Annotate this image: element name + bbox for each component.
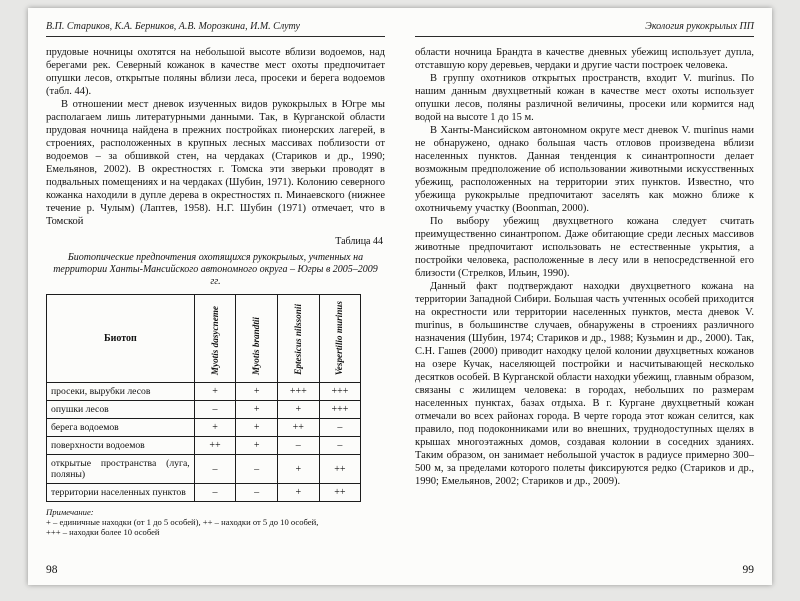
abundance-cell: –: [236, 455, 278, 484]
table-number-label: Таблица 44: [335, 236, 383, 247]
biotope-table-body: [47, 383, 361, 502]
species-column-header: [319, 295, 361, 383]
species-column-header: [277, 295, 319, 383]
page-number-right: 99: [742, 564, 754, 576]
species-name: Myotis brandtii: [251, 317, 262, 375]
paragraph: В Ханты-Мансийском автономном округе мест дневок V. murinus нами не обнаружено, однако большая часть отловов произведена вблизи населенных пунктов. Данная тенденция к синантропности делает возможным предположение об использовании животными искусственных убежищ, расположенных на территории этих пунктов. Известно, что убежища рукокрылые предпочитают заселять как можно ближе к охотничьему участку (Boonman, 2000).: [415, 125, 754, 214]
table-row: [47, 383, 361, 401]
table-row: [47, 455, 361, 484]
abundance-cell: +: [236, 419, 278, 437]
paragraph: В отношении мест дневок изученных видов рукокрылых в Югре мы располагаем лишь литературными данными. Так, в Курганской области прудовая ночница найдена в прежних постройках пионерских лагерей, в строениях, расположенных в крупных лесных массивах поблизости от водоемов – за обшивкой стен, на чердаках (Стариков и др., 1990; Емельянов, 2002). В окрестностях г. Томска эти зверьки проводят в подвальных помещениях и на чердаках (Шубин, 1971). Колонию северного кожанка находили в дупле дерева в окрестностях п. Минаевского (нижнее течение р. Чулым) (Лаптев, 1958). Н.Г. Шубин (1971) отмечает, что в Томской: [46, 99, 385, 227]
species-column-header: [194, 295, 236, 383]
abundance-cell: +++: [319, 383, 361, 401]
right-text: [415, 46, 754, 488]
table-row: [47, 484, 361, 502]
page-left: [28, 8, 400, 585]
abundance-cell: –: [194, 455, 236, 484]
abundance-cell: +: [194, 383, 236, 401]
table-row: [47, 419, 361, 437]
abundance-cell: +: [236, 437, 278, 455]
biotope-table: [46, 294, 361, 502]
species-name: Myotis dasycneme: [209, 305, 220, 375]
note-title: Примечание:: [46, 507, 94, 517]
page-right: [400, 8, 772, 585]
table-row: [47, 437, 361, 455]
note-line: +++ – находки более 10 особей: [46, 527, 160, 538]
table-row: [47, 401, 361, 419]
table-note: [46, 507, 385, 538]
abundance-cell: +: [277, 401, 319, 419]
paragraph: По выбору убежищ двухцветного кожана следует считать преимущественно синантропом. Даже обитающие среди лесных массивов животные предпочитают использовать не естественные укрытия, а постройки человека, расположенные в лесу или в непосредственной его близости (Стрелков, Ильин, 1990).: [415, 216, 754, 279]
table-header-row: [47, 295, 361, 383]
biotope-cell: территории населенных пунктов: [47, 484, 195, 502]
abundance-cell: ++: [194, 437, 236, 455]
abundance-cell: –: [194, 401, 236, 419]
abundance-cell: +: [236, 401, 278, 419]
abundance-cell: ++: [277, 419, 319, 437]
abundance-cell: ++: [319, 484, 361, 502]
running-header-left-text: В.П. Стариков, К.А. Берников, А.В. Морозкина, И.М. Слуту: [46, 21, 300, 32]
abundance-cell: +++: [319, 401, 361, 419]
paragraph: прудовые ночницы охотятся на небольшой высоте вблизи водоемов, над берегами рек. Северный кожанок в качестве мест охоты предпочитает опушки лесов, открытые поляны вблизи леса, просеки и берега водоемов (табл. 44).: [46, 47, 385, 97]
biotope-cell: поверхности водоемов: [47, 437, 195, 455]
paragraph: В группу охотников открытых пространств, входит V. murinus. По нашим данным двухцветный кожан в качестве мест охоты использует опушки лесов, поляны различной величины, просеки или кормится над водой на высоте 1 до 15 м.: [415, 73, 754, 123]
species-name: Eptesicus nilssonii: [292, 304, 303, 375]
species-name: Vespertilio murinus: [334, 300, 345, 375]
paragraph: Данный факт подтверждают находки двухцветного кожана на территории Западной Сибири. Большая часть учтенных особей приходится на окрестности или территории населенных пунктов, места дневок V. murinus, в большинстве случаев, обнаружены в строениях различного назначения (Шубин, 1974; Стариков и др., 1988; Кузьмин и др., 2000). Так, С.Н. Гашев (2000) приводит находку целой колонии двухцветных кожанов на озере Кучак, населяющей постройки и насчитывающей несколько десятков особей. В Курганской области находки убежищ, главным образом, связаны с жилищем человека: в городах, небольших по размерам населенных пунктах, базах отдыха. В г. Кургане двухцветный кожан отмечали во всех районах города. В черте города этот кожан селится, как правило, под подоконниками или во внешних, труднодоступных щелях в крышах многоэтажных домов, создавая колонии в соседних зданиях. Таким образом, он занимает небольшой участок в радиусе примерно 300–500 м, за пределами которого полеты фиксируются редко (Стариков и др., 1990; Емельянов, 2002; Стариков и др., 2009).: [415, 281, 754, 487]
biotope-column-header: Биотоп: [47, 295, 195, 383]
page-number-left: 98: [46, 564, 58, 576]
abundance-cell: –: [194, 484, 236, 502]
abundance-cell: –: [319, 437, 361, 455]
biotope-cell: просеки, вырубки лесов: [47, 383, 195, 401]
abundance-cell: –: [277, 437, 319, 455]
running-header-right-text: Экология рукокрылых ПП: [645, 21, 754, 32]
table-caption: Биотопические предпочтения охотящихся рукокрылых, учтенных на территории Ханты-Мансийского автономного округа – Югры в 2005–2009 гг.: [53, 252, 378, 287]
abundance-cell: –: [319, 419, 361, 437]
abundance-cell: +: [277, 484, 319, 502]
paragraph: области ночница Брандта в качестве дневных убежищ использует дупла, отставшую кору деревьев, чердаки и другие части построек человека.: [415, 47, 754, 71]
abundance-cell: ++: [319, 455, 361, 484]
abundance-cell: +: [194, 419, 236, 437]
abundance-cell: +: [236, 383, 278, 401]
species-column-header: [236, 295, 278, 383]
running-header-right: [415, 21, 754, 37]
biotope-cell: открытые пространства (луга, поляны): [47, 455, 195, 484]
biotope-cell: берега водоемов: [47, 419, 195, 437]
biotope-cell: опушки лесов: [47, 401, 195, 419]
abundance-cell: –: [236, 484, 278, 502]
abundance-cell: +: [277, 455, 319, 484]
left-text: [46, 46, 385, 228]
note-line: + – единичные находки (от 1 до 5 особей), ++ – находки от 5 до 10 особей,: [46, 517, 319, 528]
running-header-left: [46, 21, 385, 37]
book-spread: [28, 8, 772, 585]
abundance-cell: +++: [277, 383, 319, 401]
